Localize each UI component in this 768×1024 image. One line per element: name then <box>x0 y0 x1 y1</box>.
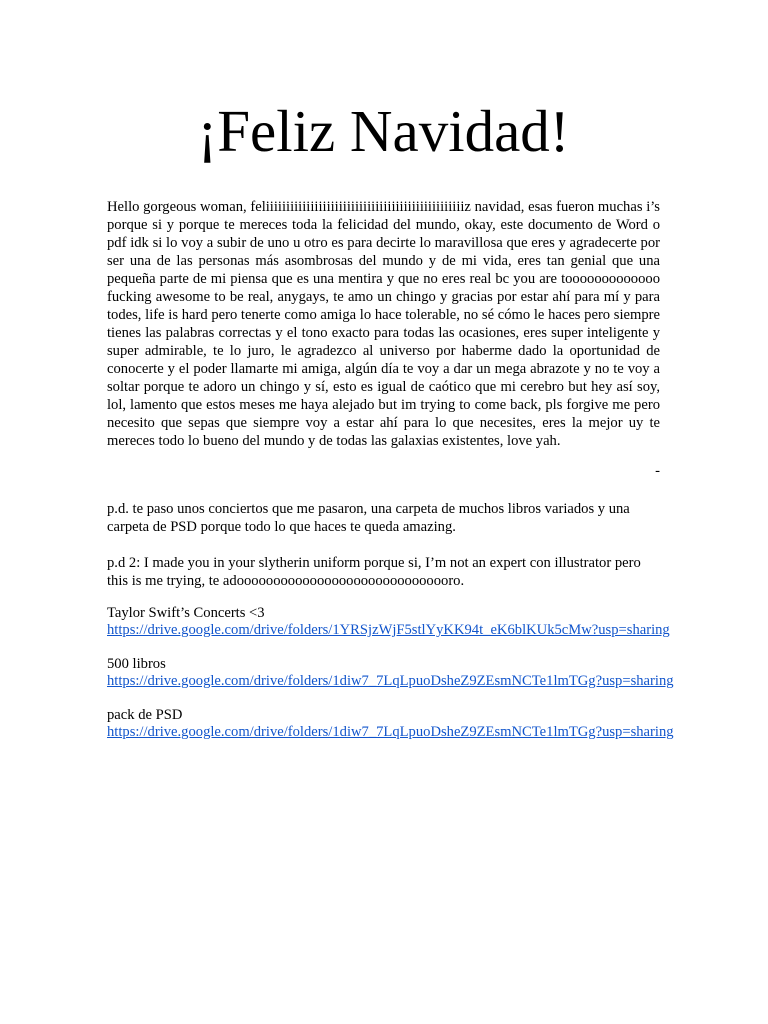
link-label: 500 libros <box>107 656 166 672</box>
link-block-psd <box>107 707 674 741</box>
link-block-concerts <box>107 605 670 639</box>
page-title: ¡Feliz Navidad! <box>197 98 570 164</box>
link-block-books <box>107 656 674 690</box>
letter-body: Hello gorgeous woman, feliiiiiiiiiiiiiiiiiiiiiiiiiiiiiiiiiiiiiiiiiiiiiiiiiz navidad, esas fueron muchas i’s porque si y porque te mereces toda la felicidad del mundo, okay, este documento de Word o pdf idk si lo voy a subir de uno u otro es para decirte lo maravillosa que eres y agradecerte por ser una de las personas más asombrosas del mundo y de mi vida, eres tan genial que una pequeña parte de mi piensa que es una mentira y que no eres real bc you are tooooooooooooo fucking awesome to be real, anygays, te amo un chingo y gracias por estar ahí para mí y para todes, life is hard pero tenerte como amiga lo hace tolerable, no sé cómo le haces pero siempre tienes las palabras correctas y el tono exacto para todas las ocasiones, eres super inteligente y super admirable, te lo juro, le agradezco al universo por haberme dado la oportunidad de conocerte y el poder llamarte mi amiga, algún día te voy a dar un mega abrazote y no te voy a soltar porque te adoro un chingo y sí, esto es igual de caótico que mi cerebro but hey así soy, lol, lamento que estos meses me haya alejado but im trying to come back, pls forgive me pero necesito que sepas que siempre voy a estar ahí para lo que necesites, eres la mejor uy te mereces todo lo bueno del mundo y de todas las galaxias existentes, love yah. <box>107 199 660 449</box>
drive-link-psd[interactable]: https://drive.google.com/drive/folders/1diw7_7LqLpuoDsheZ9ZEsmNCTe1lmTGg?usp=sharing <box>107 724 674 740</box>
postscript-1: p.d. te paso unos conciertos que me pasaron, una carpeta de muchos libros variados y una carpeta de PSD porque todo lo que haces te queda amazing. <box>107 501 630 535</box>
postscript-2: p.d 2: I made you in your slytherin uniform porque si, I’m not an expert con illustrator pero this is me trying, te adoooooooooooooooooooooooooooooro. <box>107 555 641 589</box>
drive-link-books[interactable]: https://drive.google.com/drive/folders/1diw7_7LqLpuoDsheZ9ZEsmNCTe1lmTGg?usp=sharing <box>107 673 674 689</box>
separator-dash: - <box>655 463 660 479</box>
link-label: pack de PSD <box>107 707 183 723</box>
link-label: Taylor Swift’s Concerts <3 <box>107 605 265 621</box>
drive-link-concerts[interactable]: https://drive.google.com/drive/folders/1YRSjzWjF5stlYyKK94t_eK6blKUk5cMw?usp=sharing <box>107 622 670 638</box>
document-page <box>107 92 674 741</box>
